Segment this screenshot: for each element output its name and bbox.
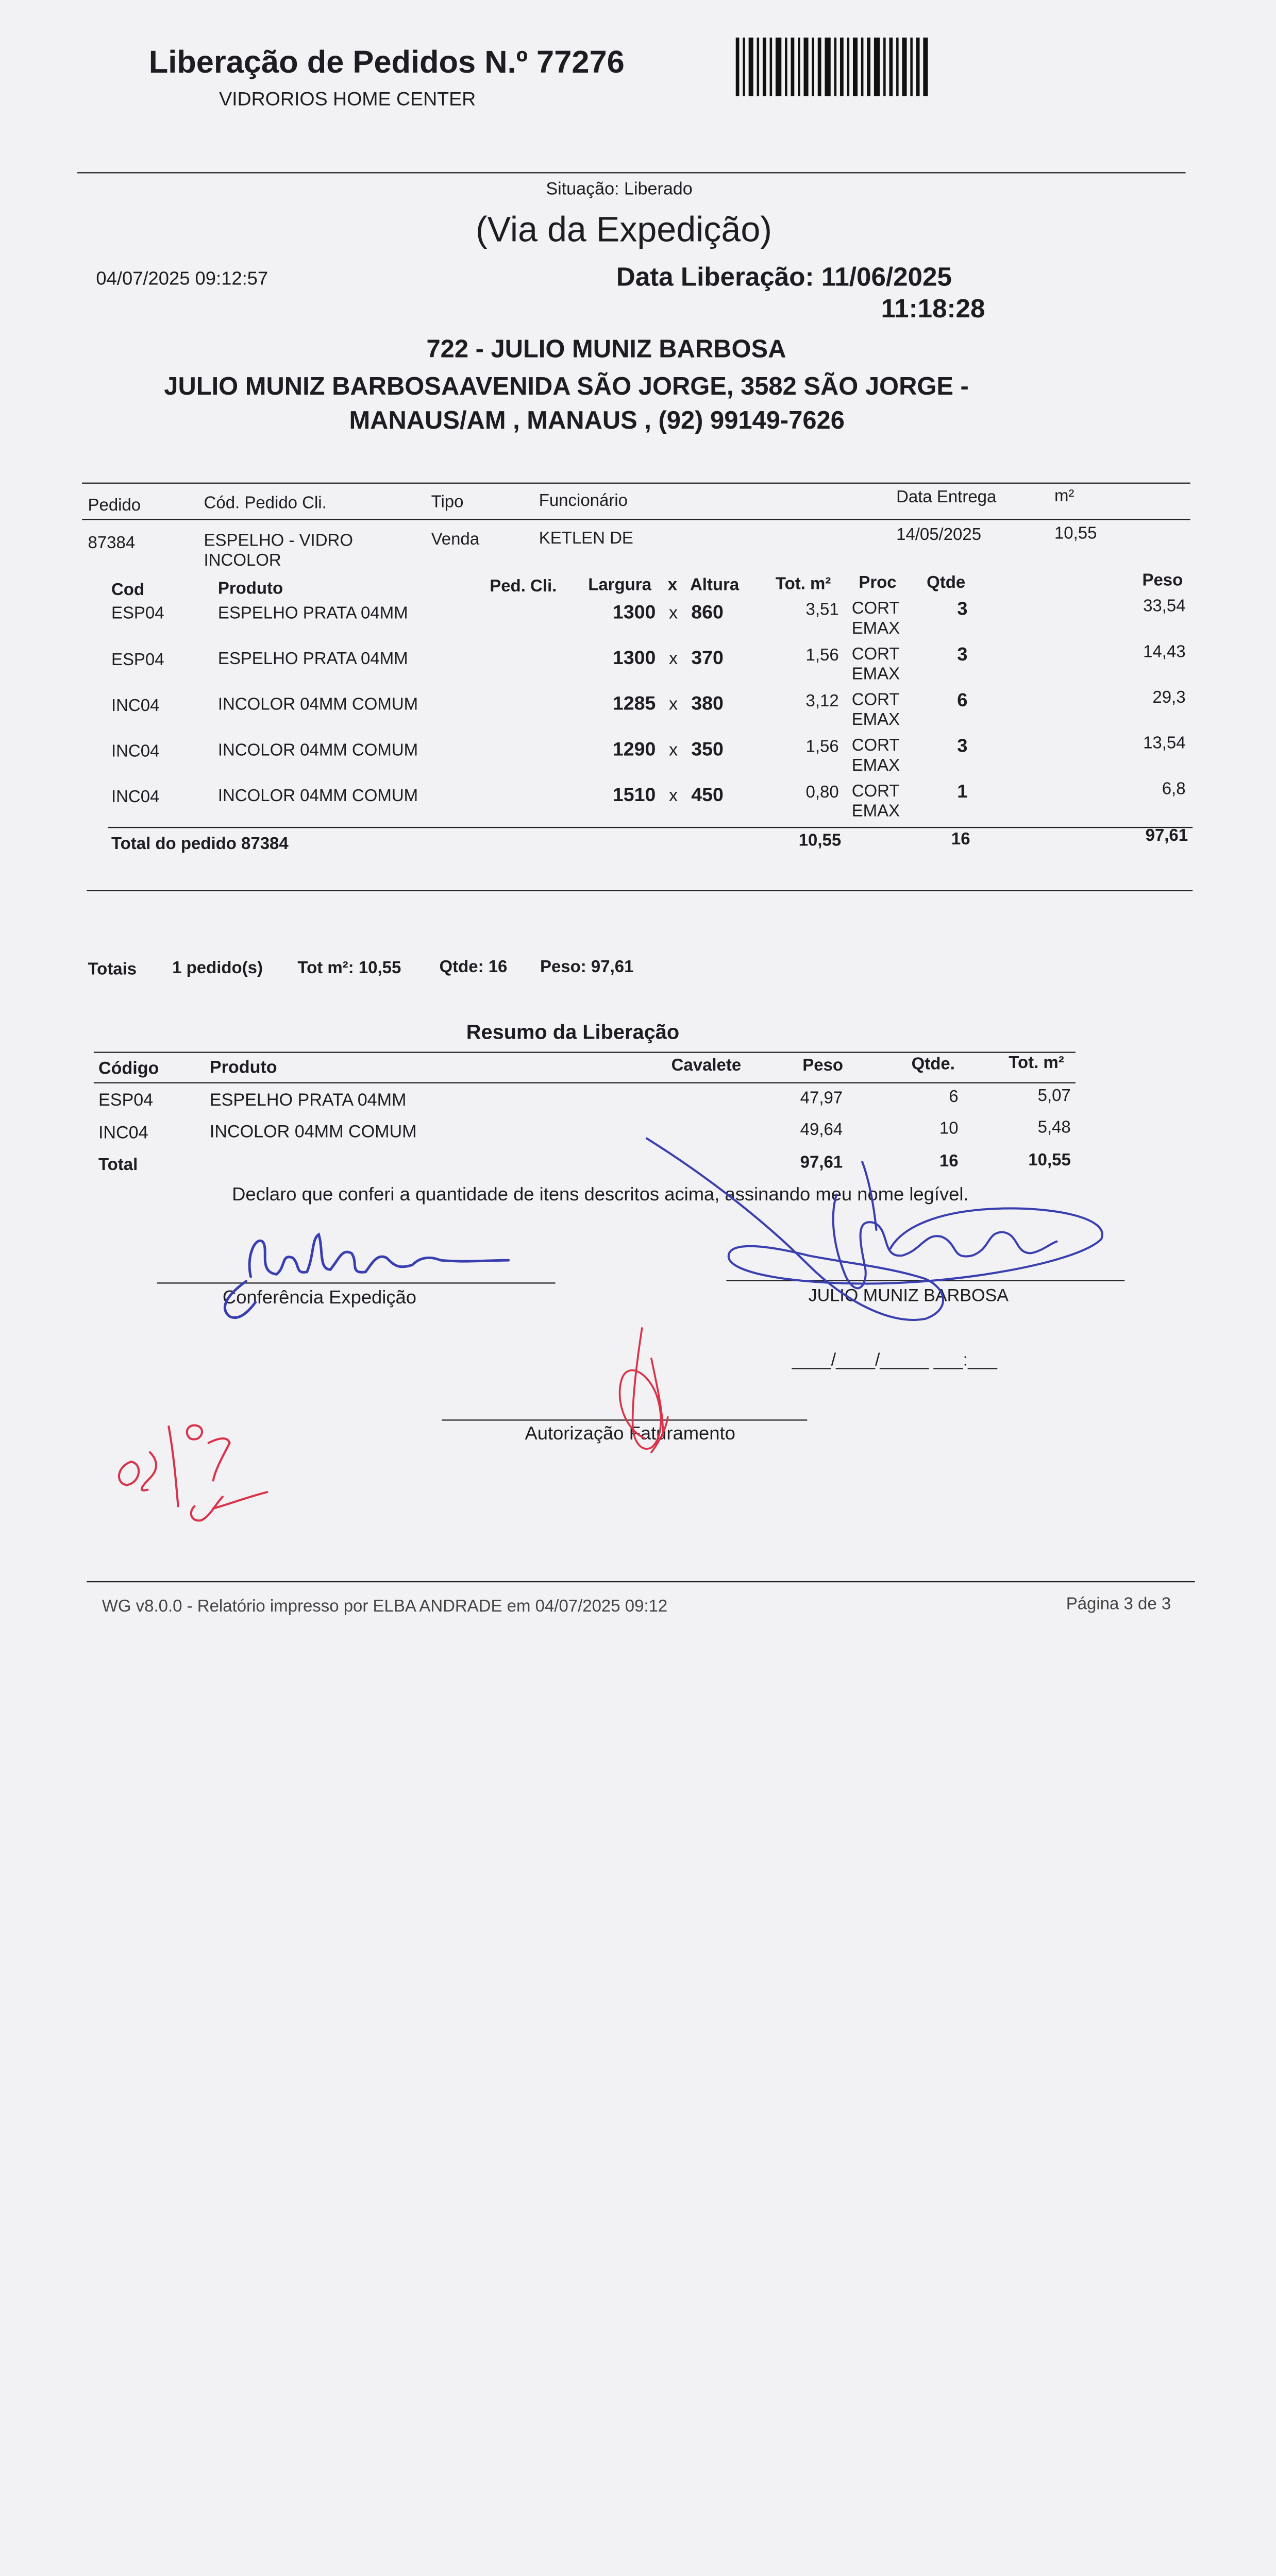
row-tot-m2: 3,12 bbox=[805, 692, 839, 711]
items-col-largura: Largura bbox=[588, 576, 651, 595]
items-col-cod: Cod bbox=[111, 581, 145, 600]
row-peso: 13,54 bbox=[1143, 734, 1186, 753]
totals-pedidos: 1 pedido(s) bbox=[172, 959, 263, 978]
client-address-line2: MANAUS/AM , MANAUS , (92) 99149-7626 bbox=[349, 406, 845, 435]
resumo-col-qtde: Qtde. bbox=[911, 1055, 955, 1074]
items-col-ped-cli: Ped. Cli. bbox=[490, 577, 557, 597]
order-data-entrega: 14/05/2025 bbox=[896, 526, 982, 545]
resumo-total-qtde: 16 bbox=[939, 1152, 959, 1172]
order-table-header-border bbox=[82, 519, 1190, 520]
footer-divider bbox=[87, 1581, 1195, 1582]
resumo-tot-m2: 5,48 bbox=[1037, 1118, 1071, 1138]
row-peso: 29,3 bbox=[1152, 688, 1186, 708]
totals-peso: Peso: 97,61 bbox=[540, 958, 634, 977]
row-altura: 450 bbox=[691, 785, 724, 806]
resumo-col-cavalete: Cavalete bbox=[671, 1056, 742, 1075]
row-qtde: 6 bbox=[957, 691, 968, 711]
order-total-qtde: 16 bbox=[951, 830, 970, 850]
row-proc-2: EMAX bbox=[851, 756, 900, 775]
row-peso: 14,43 bbox=[1143, 643, 1186, 662]
col-data-entrega: Data Entrega bbox=[896, 488, 997, 507]
order-total-peso: 97,61 bbox=[1145, 826, 1188, 846]
row-proc-1: CORT bbox=[851, 645, 900, 664]
row-produto: INCOLOR 04MM COMUM bbox=[217, 787, 418, 806]
row-altura: 370 bbox=[691, 648, 724, 669]
items-col-peso: Peso bbox=[1142, 571, 1183, 590]
row-cod: INC04 bbox=[111, 697, 160, 716]
row-largura: 1300 bbox=[612, 602, 656, 623]
row-x: x bbox=[669, 649, 678, 669]
row-altura: 380 bbox=[691, 693, 724, 715]
resumo-title: Resumo da Liberação bbox=[466, 1020, 680, 1044]
order-m2: 10,55 bbox=[1054, 524, 1097, 544]
row-x: x bbox=[669, 694, 678, 715]
header-divider bbox=[77, 172, 1186, 173]
order-table-top-border bbox=[82, 483, 1190, 484]
row-peso: 6,8 bbox=[1162, 780, 1186, 799]
items-col-qtde: Qtde bbox=[927, 573, 966, 593]
items-col-altura: Altura bbox=[690, 576, 740, 595]
order-funcionario: KETLEN DE bbox=[539, 529, 633, 548]
row-largura: 1290 bbox=[612, 739, 656, 760]
resumo-col-tot-m2: Tot. m² bbox=[1009, 1054, 1064, 1073]
order-cod-cli-line1: ESPELHO - VIDRO bbox=[204, 532, 353, 551]
items-col-tot-m2: Tot. m² bbox=[775, 575, 831, 594]
row-qtde: 3 bbox=[957, 645, 968, 666]
footer-printed-by: WG v8.0.0 - Relatório impresso por ELBA ANDRADE em 04/07/2025 09:12 bbox=[102, 1597, 668, 1617]
items-col-proc: Proc bbox=[859, 573, 897, 593]
row-tot-m2: 1,56 bbox=[805, 738, 839, 757]
client-address-line1: JULIO MUNIZ BARBOSAAVENIDA SÃO JORGE, 3582 SÃO JORGE - bbox=[164, 372, 969, 401]
resumo-qtde: 6 bbox=[949, 1088, 959, 1107]
autorizacao-signature-line bbox=[442, 1419, 807, 1420]
resumo-total-tot-m2: 10,55 bbox=[1028, 1151, 1071, 1171]
row-qtde: 1 bbox=[957, 782, 968, 803]
order-total-label: Total do pedido 87384 bbox=[111, 835, 289, 854]
resumo-col-codigo: Código bbox=[98, 1059, 159, 1079]
row-peso: 33,54 bbox=[1143, 597, 1186, 616]
resumo-peso: 47,97 bbox=[800, 1089, 843, 1108]
resumo-qtde: 10 bbox=[939, 1120, 959, 1139]
col-funcionario: Funcionário bbox=[539, 492, 628, 511]
row-produto: INCOLOR 04MM COMUM bbox=[217, 696, 418, 715]
document-title: Liberação de Pedidos N.º 77276 bbox=[148, 44, 625, 80]
items-col-produto: Produto bbox=[217, 580, 283, 599]
status-text: Situação: Liberado bbox=[546, 179, 693, 199]
row-proc-2: EMAX bbox=[851, 710, 900, 730]
row-x: x bbox=[669, 603, 678, 623]
col-pedido: Pedido bbox=[88, 496, 141, 516]
row-altura: 350 bbox=[691, 739, 724, 760]
via-title: (Via da Expedição) bbox=[475, 211, 772, 250]
resumo-produto: ESPELHO PRATA 04MM bbox=[209, 1090, 407, 1111]
totals-qtde: Qtde: 16 bbox=[439, 958, 508, 977]
col-tipo: Tipo bbox=[431, 493, 464, 512]
row-tot-m2: 3,51 bbox=[805, 601, 839, 620]
row-proc-1: CORT bbox=[851, 782, 900, 801]
row-proc-2: EMAX bbox=[851, 619, 900, 638]
col-m2: m² bbox=[1054, 487, 1074, 506]
row-proc-1: CORT bbox=[851, 599, 900, 619]
row-cod: INC04 bbox=[111, 742, 160, 761]
row-tot-m2: 0,80 bbox=[805, 783, 839, 803]
row-proc-1: CORT bbox=[851, 691, 900, 710]
row-cod: INC04 bbox=[111, 788, 160, 807]
client-title: 722 - JULIO MUNIZ BARBOSA bbox=[426, 335, 786, 363]
footer-page: Página 3 de 3 bbox=[1066, 1595, 1171, 1614]
handwritten-date-note bbox=[119, 1425, 267, 1520]
printed-datetime: 04/07/2025 09:12:57 bbox=[96, 269, 268, 290]
items-table-bottom-border bbox=[87, 890, 1193, 891]
row-largura: 1300 bbox=[612, 648, 656, 669]
resumo-col-peso: Peso bbox=[802, 1056, 844, 1075]
totals-label: Totais bbox=[88, 960, 137, 979]
order-tipo: Venda bbox=[431, 530, 480, 550]
items-col-x: x bbox=[667, 576, 678, 595]
resumo-total-peso: 97,61 bbox=[800, 1154, 843, 1173]
row-produto: ESPELHO PRATA 04MM bbox=[217, 604, 408, 623]
row-qtde: 3 bbox=[957, 736, 968, 757]
client-signature-name: JULIO MUNIZ BARBOSA bbox=[808, 1286, 1009, 1306]
client-signature-line bbox=[726, 1280, 1124, 1281]
resumo-codigo: INC04 bbox=[98, 1123, 148, 1143]
row-qtde: 3 bbox=[957, 599, 968, 620]
row-altura: 860 bbox=[691, 602, 724, 623]
resumo-peso: 49,64 bbox=[800, 1121, 843, 1140]
row-x: x bbox=[669, 786, 678, 806]
row-largura: 1285 bbox=[612, 693, 656, 715]
conferencia-label: Conferência Expedição bbox=[222, 1288, 417, 1309]
resumo-total-label: Total bbox=[98, 1156, 138, 1175]
resumo-top-border bbox=[94, 1052, 1076, 1053]
items-total-border bbox=[108, 827, 1193, 828]
row-largura: 1510 bbox=[612, 785, 656, 806]
order-pedido: 87384 bbox=[88, 534, 136, 553]
totals-m2: Tot m²: 10,55 bbox=[297, 959, 401, 978]
barcode bbox=[736, 38, 930, 96]
order-cod-cli-line2: INCOLOR bbox=[204, 551, 281, 571]
row-produto: ESPELHO PRATA 04MM bbox=[217, 650, 408, 669]
resumo-tot-m2: 5,07 bbox=[1037, 1087, 1071, 1106]
row-proc-2: EMAX bbox=[851, 665, 900, 684]
order-total-m2: 10,55 bbox=[798, 832, 842, 851]
release-time: 11:18:28 bbox=[881, 294, 985, 324]
declaration-text: Declaro que conferi a quantidade de itens descritos acima, assinando meu nome legível. bbox=[232, 1185, 969, 1206]
row-cod: ESP04 bbox=[111, 604, 164, 623]
row-cod: ESP04 bbox=[111, 651, 164, 670]
resumo-col-produto: Produto bbox=[209, 1057, 277, 1078]
date-time-blank: ____/____/_____ ___:___ bbox=[792, 1350, 998, 1370]
row-produto: INCOLOR 04MM COMUM bbox=[217, 741, 418, 760]
row-x: x bbox=[669, 740, 678, 760]
company-name: VIDRORIOS HOME CENTER bbox=[219, 89, 476, 110]
col-cod-pedido-cli: Cód. Pedido Cli. bbox=[204, 494, 327, 513]
row-proc-1: CORT bbox=[851, 736, 900, 756]
conferencia-signature-line bbox=[157, 1282, 556, 1283]
row-tot-m2: 1,56 bbox=[805, 646, 839, 666]
resumo-produto: INCOLOR 04MM COMUM bbox=[209, 1122, 417, 1142]
resumo-codigo: ESP04 bbox=[98, 1090, 154, 1111]
resumo-header-border bbox=[94, 1082, 1076, 1083]
release-date: Data Liberação: 11/06/2025 bbox=[616, 262, 952, 292]
row-proc-2: EMAX bbox=[851, 802, 900, 821]
autorizacao-label: Autorização Faturamento bbox=[525, 1424, 735, 1444]
